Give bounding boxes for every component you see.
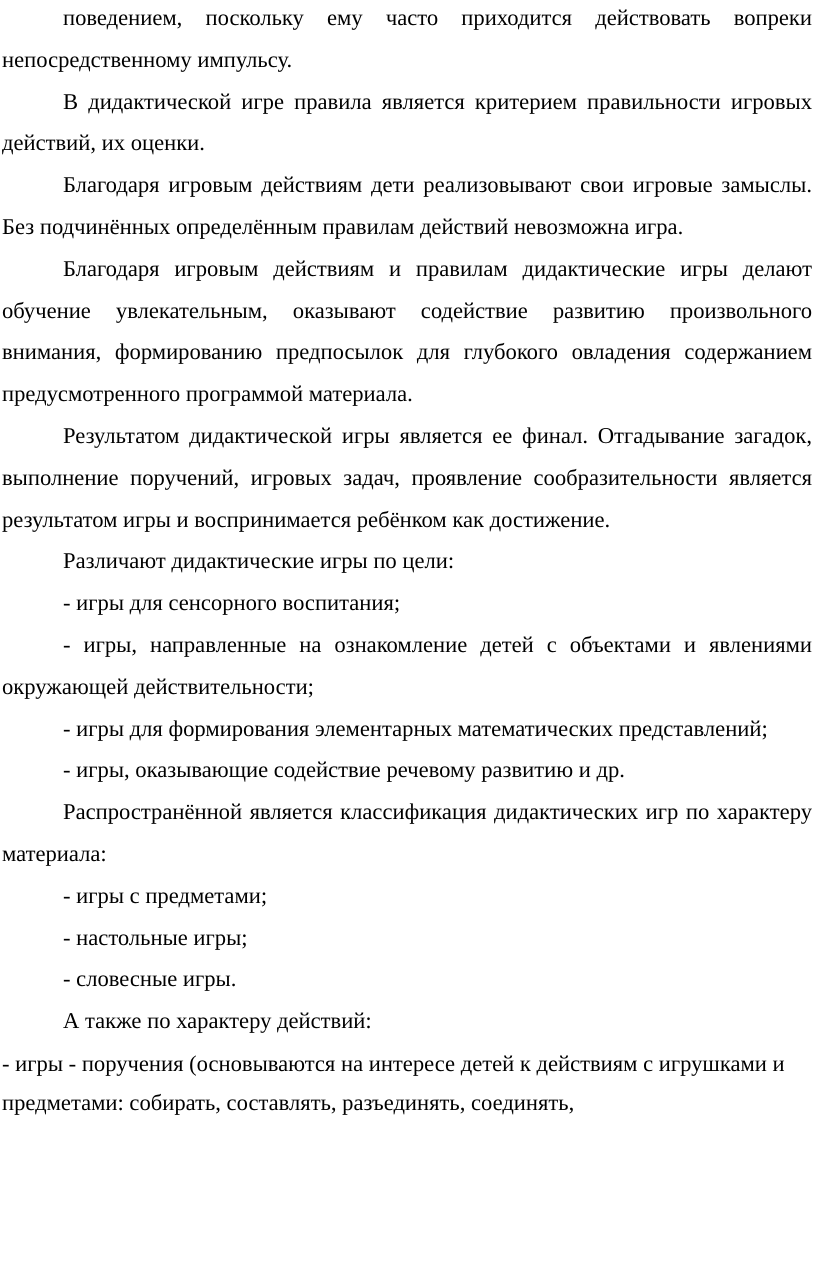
list-item-4: - игры, оказывающие содействие речевому развитию и др. [63,757,625,783]
list-item-5: - игры с предметами; [63,882,268,908]
paragraph-5: Результатом дидактической игры является ее финал. Отгадывание загадок, выполнение поручений, игровых задач, проявление сообразительности является результатом игры и воспринимается ребёнком как достижение. [2,422,812,532]
list-item-2: - игры, направленные на ознакомление детей с объектами и явлениями окружающей действительности; [2,631,812,699]
paragraph-7: Распространённой является классификация дидактических игр по характеру материала: [2,799,812,866]
paragraph-3: Благодаря игровым действиям дети реализовывают свои игровые замыслы. Без подчинённых определённым правилам действий невозможна игра. [2,172,812,239]
list-item-3: - игры для формирования элементарных математических представлений; [63,715,768,741]
paragraph-9: - игры - поручения (основываются на интересе детей к действиям с игрушками и предметами: собирать, составлять, разъединять, соединять, [2,1050,785,1115]
paragraph-1: поведением, поскольку ему часто приходится действовать вопреки непосредственному импульсу. [2,5,812,72]
paragraph-4: Благодаря игровым действиям и правилам дидактические игры делают обучение увлекательным, оказывают содействие развитию произвольного внимания, формированию предпосылок для глубокого овладения содержанием предусмотренного программой материала. [2,255,812,407]
paragraph-6: Различают дидактические игры по цели: [63,548,455,574]
list-item-6: - настольные игры; [63,924,248,950]
paragraph-8: А также по характеру действий: [63,1008,372,1034]
list-item-7: - словесные игры. [63,966,237,992]
paragraph-2: В дидактической игре правила является критерием правильности игровых действий, их оценки. [2,88,812,156]
list-item-1: - игры для сенсорного воспитания; [63,590,401,616]
